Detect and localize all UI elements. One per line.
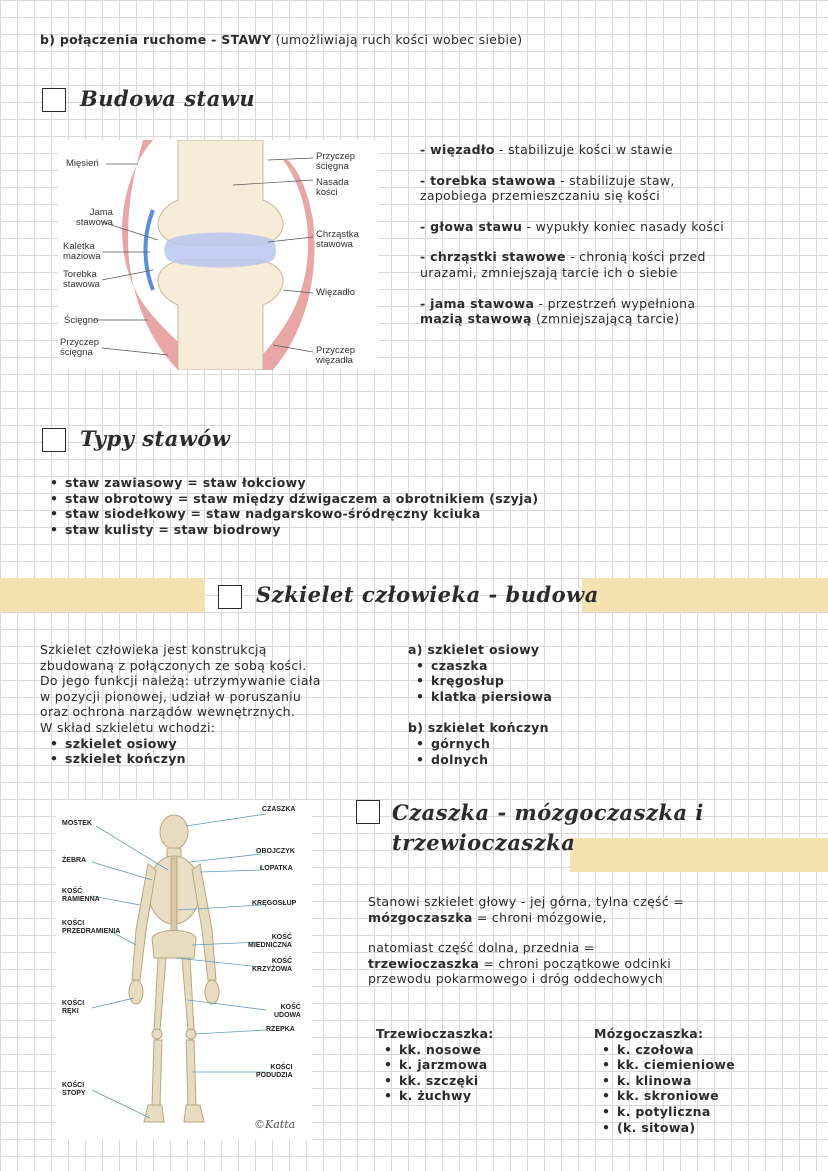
heading-czaszka: Czaszka - mózgoczaszka i trzewioczaszka [392,800,704,855]
label-kaletka: Kaletka maziowa [63,241,101,262]
label-lopatka: ŁOPATKA [260,865,293,872]
label-kosc-krzyzowa: KOŚĆ KRZYŻOWA [252,958,293,973]
joint-types-list [50,475,538,537]
list-item: • (k. sitowa) [602,1120,735,1136]
label-kosc-udowa: KOŚĆ UDOWA [274,1004,301,1019]
list-item: • kręgosłup [416,673,708,689]
label-przyczep-left: Przyczep ścięgna [60,337,100,358]
highlight-stripe-left [0,578,205,612]
mozgo-title: Mózgoczaszka: [594,1026,704,1041]
skeleton-bullets [50,736,400,767]
konczyn-title: b) szkielet kończyn [408,720,549,736]
def-wiezadlo: - więzadło - stabilizuje kości w stawie [420,142,673,157]
label-sciegno: Ścięgno [64,315,99,326]
list-item: • staw obrotowy = staw między dźwigaczem a obrotnikiem (szyja) [50,491,538,507]
def-jama: - jama stawowa - przestrzeń wypełniona mazią stawową (zmniejszającą tarcie) [420,295,696,327]
joint-cavity [164,233,276,268]
label-kosci-podudzia: KOŚCI PODUDZIA [256,1064,293,1079]
label-czaszka: CZASZKA [262,806,296,813]
list-item: • staw siodełkowy = staw nadgarskowo-śródręczny kciuka [50,506,538,522]
label-kosci-przedramienia: KOŚCI PRZEDRAMIENIA [62,920,121,935]
label-wiezadlo: Więzadło [316,287,356,298]
bone-upper [158,140,283,245]
list-item: • szkielet osiowy [50,736,400,752]
list-item: • kk. szczęki [384,1073,494,1089]
list-item: • klatka piersiowa [416,689,708,705]
checkbox-czaszka[interactable] [356,800,380,824]
label-torebka: Torebka stawowa [63,269,100,290]
label-kosc-ramienna: KOŚĆ RAMIENNA [62,888,100,903]
label-kosci-stopy: KOŚCI STOPY [62,1082,86,1097]
konczyn-list [416,736,708,767]
list-item: • kk. nosowe [384,1042,494,1058]
heading-typy: Typy stawów [80,426,231,451]
osiowy-list [416,658,708,705]
label-miesien: Mięsień [66,158,99,169]
def-torebka: - torebka stawowa - stabilizuje staw, zapobiega przemieszczaniu się kości [420,172,675,204]
label-kosc-miedniczna: KOŚĆ MIEDNICZNA [248,934,292,949]
skeleton-description: Szkielet człowieka jest konstrukcją zbudowaną z połączonych ze sobą kości. Do jego funkcji należą: utrzymywanie ciała w pozycji pionowej, udział w poruszaniu oraz ochrona narządów wewnętrznych. W skład szkieletu wchodzi: • szkielet osiowy • szkielet kończyn [40,642,400,767]
list-item: • kk. ciemieniowe [602,1057,735,1073]
label-rzepka: RZEPKA [266,1026,295,1033]
list-item: • staw zawiasowy = staw łokciowy [50,475,538,491]
osiowy-title: a) szkielet osiowy [408,642,540,657]
label-przyczep-wiezadla: Przyczep więzadła [316,345,356,366]
skull-description: Stanowi szkielet głowy - jej górna, tylna część = mózgoczaszka = chroni mózgowie, natomiast część dolna, przednia = trzewioczaszka = chroni początkowe odcinki przewodu pokarmowego i dróg oddechowych [368,894,685,987]
joint-diagram-svg [58,140,378,370]
def-glowa: - głowa stawu - wypukły koniec nasady kości [420,218,725,234]
list-item: • k. żuchwy [384,1088,494,1104]
list-item: • staw kulisty = staw biodrowy [50,522,538,538]
checkbox-szkielet[interactable] [218,585,242,609]
intro-normal: (umożliwiają ruch kości wobec siebie) [271,32,523,47]
list-item: • k. jarzmowa [384,1057,494,1073]
list-item: • kk. skroniowe [602,1088,735,1104]
skeleton-parts [408,642,708,767]
list-item: • czaszka [416,658,708,674]
heading-budowa: Budowa stawu [80,86,256,111]
intro-line [40,32,522,48]
label-przyczep-right: Przyczep ścięgna [316,151,356,172]
label-kosci-reki: KOŚCI RĘKI [62,1000,85,1015]
checkbox-typy[interactable] [42,428,66,452]
list-item: • k. klinowa [602,1073,735,1089]
list-item: • górnych [416,736,708,752]
mozgoczaszka-list [594,1026,735,1135]
skeleton-image [56,800,312,1140]
label-nasada: Nasada kości [316,177,349,198]
label-jama: Jama stawowa [76,207,113,228]
joint-diagram [58,140,378,370]
label-zebra: ŻEBRA [62,857,87,864]
label-obojczyk: OBOJCZYK [256,848,295,855]
joint-defs [420,142,820,327]
highlight-stripe-right [582,578,828,612]
list-item: • k. czołowa [602,1042,735,1058]
trzewio-title: Trzewioczaszka: [376,1026,494,1041]
label-mostek: MOSTEK [62,820,92,827]
skeleton-bones [129,815,219,1122]
label-chrzastka: Chrząstka stawowa [316,229,359,250]
intro-bold: b) połączenia ruchome - STAWY [40,32,272,47]
label-kregoslup: KRĘGOSŁUP [252,900,297,907]
heading-szkielet: Szkielet człowieka - budowa [256,582,599,607]
def-chrzastki: - chrząstki stawowe - chronią kości przed urazami, zmniejszają tarcie ich o siebie [420,249,706,280]
list-item: • k. potyliczna [602,1104,735,1120]
bursa [146,210,154,290]
watermark: ©Katta [254,1118,296,1131]
checkbox-budowa[interactable] [42,88,66,112]
list-item: • dolnych [416,752,708,768]
list-item: • szkielet kończyn [50,751,400,767]
trzewioczaszka-list [376,1026,494,1104]
